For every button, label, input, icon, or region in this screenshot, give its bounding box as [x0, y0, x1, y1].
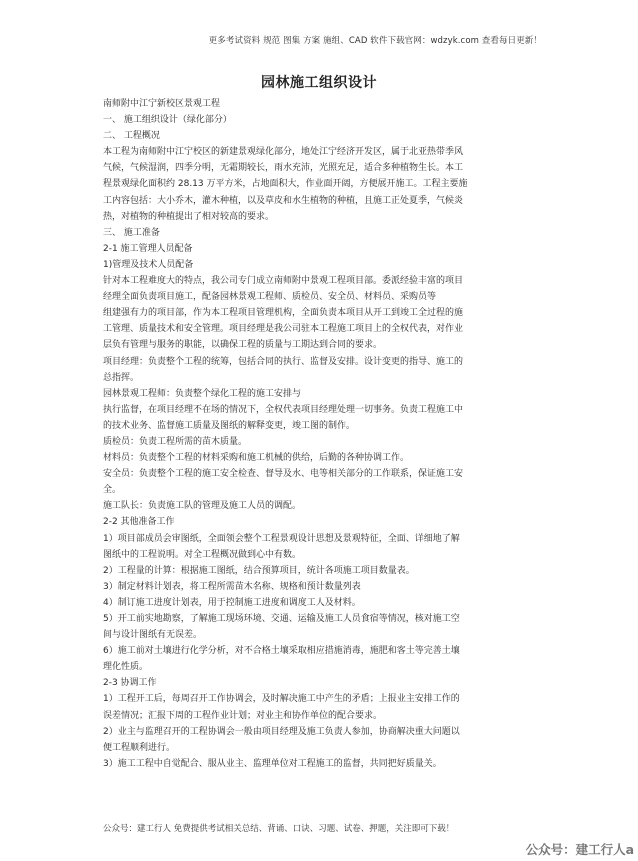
body-line: 安全员：负责整个工程的施工安全检查、督导及水、电等相关部分的工作联系，保证施工安	[103, 469, 464, 480]
body-line: 误差情况；汇报下周的工程作业计划；对业主和协作单位的配合要求。	[103, 710, 383, 721]
body-line: 热，对植物的种植提出了相对较高的要求。	[103, 211, 275, 222]
body-line: 便工程顺利进行。	[103, 742, 176, 753]
body-line: 5）开工前实地勘察，了解施工现场环境、交通、运输及施工人员食宿等情况，核对施工空	[103, 614, 460, 624]
body-line: 园林景观工程师：负责整个绿化工程的施工安排与	[103, 388, 302, 399]
body-line: 全。	[103, 485, 122, 496]
body-line: 3）制定材料计划表，将工程所需苗木名称、规格和预计数量列表	[103, 581, 361, 592]
body-line: 南师附中江宁新校区景观工程	[103, 99, 221, 109]
body-line: 二、 工程概况	[103, 131, 160, 142]
body-line: 针对本工程难度大的特点，我公司专门成立南师附中景观工程项目部。委派经验丰富的项目	[103, 276, 464, 287]
body-line: 1)管理及技术人员配备	[103, 259, 194, 270]
watermark-text: 公众号：建工行人a	[525, 842, 634, 857]
page-footer-note: 公众号：建工行人 免费提供考试相关总结、背诵、口诀、习题、试卷、押题，关注即可下载！	[103, 824, 455, 834]
body-line: 图纸中的工程说明。对全工程概况做到心中有数。	[103, 549, 302, 560]
body-line: 材料员：负责整个工程的材料采购和施工机械的供给，后勤的各种协调工作。	[103, 453, 410, 464]
body-line: 2）工程量的计算：根据施工图纸，结合预算项目，统计各项施工项目数量表。	[103, 565, 415, 576]
body-line: 间与设计图纸有无误差。	[103, 630, 203, 641]
body-line: 经理全面负责项目施工，配备园林景观工程师、质检员、安全员、材料员、采购员等	[103, 292, 437, 303]
body-line: 组建强有力的项目部，作为本工程项目管理机构，全面负责本项目从开工到竣工全过程的施	[103, 308, 464, 319]
body-line: 2-3 协调工作	[103, 678, 157, 689]
body-line: 质检员：负责工程所需的苗木质量。	[103, 436, 248, 447]
body-line: 工内容包括：大小乔木，灌木种植，以及草皮和水生植物的种植，且施工正处夏季，气候炎	[103, 195, 464, 206]
document-body	[103, 96, 549, 772]
body-line: 本工程为南师附中江宁校区的新建景观绿化部分，地处江宁经济开发区，属于北亚热带季风	[103, 147, 464, 158]
body-line: 理化性质。	[103, 662, 149, 673]
body-line: 一、 施工组织设计（绿化部分）	[103, 115, 232, 126]
document-title: 园林施工组织设计	[261, 75, 377, 91]
body-line: 1）项目部成员会审图纸，全面领会整个工程景观设计思想及景观特征，全面、详细地了解	[103, 533, 460, 544]
body-line: 层负有管理与服务的职能，以确保工程的质量与工期达到合同的要求。	[103, 340, 383, 351]
body-line: 2-2 其他准备工作	[103, 517, 175, 528]
body-line: 三、 施工准备	[103, 227, 160, 238]
body-line: 2-1 施工管理人员配备	[103, 243, 193, 254]
body-line: 1）工程开工后，每周召开工作协调会，及时解决施工中产生的矛盾；上报业主安排工作的	[103, 694, 460, 705]
body-line: 4）制订施工进度计划表，用于控制施工进度和调度工人及材料。	[103, 597, 361, 608]
body-line: 的技术业务、监督施工质量及图纸的解释变更，竣工图的制作。	[103, 420, 356, 431]
body-line: 2）业主与监理召开的工程协调会一般由项目经理及施工负责人参加，协商解决重大问题以	[103, 726, 460, 737]
body-line: 工管理、质量技术和安全管理。项目经理是我公司驻本工程施工项目上的全权代表，对作业	[103, 324, 464, 335]
body-line: 6）施工前对土壤进行化学分析，对不合格土壤采取相应措施消毒，施肥和客土等完善土壤	[103, 646, 460, 657]
body-line: 施工队长：负责施工队的管理及施工人员的调配。	[103, 501, 302, 512]
body-line: 总指挥。	[103, 372, 140, 383]
body-line: 3）施工工程中自觉配合、服从业主、监理单位对工程施工的监督，共同把好质量关。	[103, 758, 442, 769]
body-line: 执行监督，在项目经理不在场的情况下，全权代表项目经理处理一切事务。负责工程施工中	[103, 404, 464, 415]
body-line: 气候，气候湿润，四季分明，无霜期较长，雨水充沛，光照充足，适合多种植物生长。本工	[103, 163, 464, 174]
body-line: 程景观绿化面积约 28.13 万平方米，占地面积大，作业面开阔，方便展开施工。工程主要施	[103, 179, 468, 190]
body-line: 项目经理：负责整个工程的统筹，包括合同的执行、监督及安排。设计变更的指导、施工的	[103, 356, 464, 367]
page-header-banner: 更多考试资料 规范 图集 方案 施组、CAD 软件下载官网：wdzyk.com 查看每日更新！	[208, 36, 542, 46]
